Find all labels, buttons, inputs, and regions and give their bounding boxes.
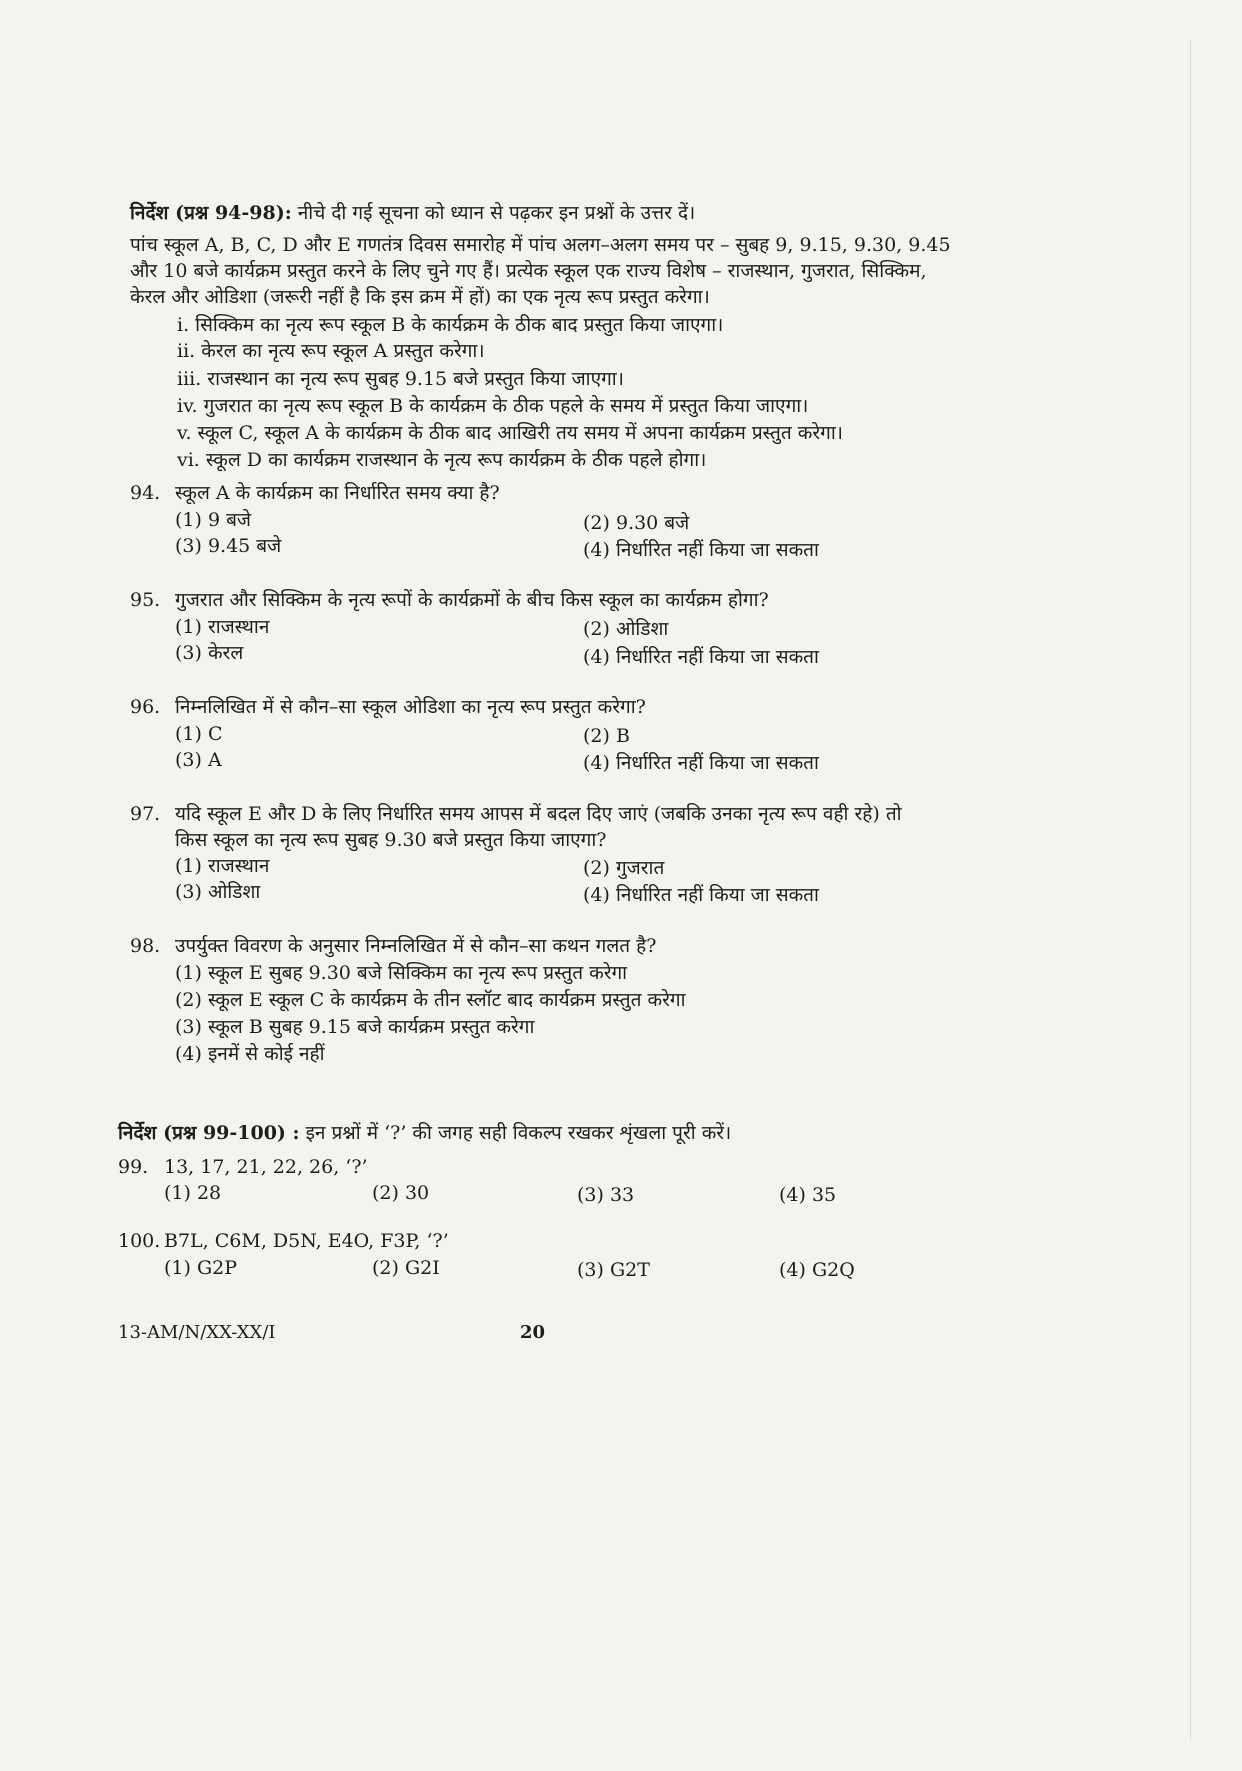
option-2: (2) ओडिशा [583,618,669,640]
directions-94-98 [130,200,695,226]
clue-3: iii. राजस्थान का नृत्य रूप सुबह 9.15 बजे प्रस्तुत किया जाएगा। [177,368,624,390]
question-text: स्कूल A के कार्यक्रम का निर्धारित समय क्या है? [175,482,500,504]
option-2: (2) गुजरात [583,857,665,879]
question-number: 96. [130,696,161,718]
option-2: (2) 30 [372,1182,430,1204]
question-text: निम्नलिखित में से कौन–सा स्कूल ओडिशा का नृत्य रूप प्रस्तुत करेगा? [175,696,646,718]
option-2: (2) स्कूल E स्कूल C के कार्यक्रम के तीन स्लॉट बाद कार्यक्रम प्रस्तुत करेगा [175,989,686,1011]
option-4: (4) निर्धारित नहीं किया जा सकता [583,539,819,561]
option-3: (3) 33 [577,1184,635,1206]
directions-label: निर्देश (प्रश्न 99-100) : [118,1122,300,1144]
page-number: 20 [520,1322,546,1343]
directions-text: नीचे दी गई सूचना को ध्यान से पढ़कर इन प्रश्नों के उत्तर दें। [291,202,696,224]
clue-1: i. सिक्किम का नृत्य रूप स्कूल B के कार्यक्रम के ठीक बाद प्रस्तुत किया जाएगा। [177,314,724,336]
option-2: (2) G2I [372,1257,440,1279]
question-text: B7L, C6M, D5N, E4O, F3P, ‘?’ [164,1230,449,1252]
option-2: (2) 9.30 बजे [583,512,690,534]
clue-4: iv. गुजरात का नृत्य रूप स्कूल B के कार्यक्रम के ठीक पहले के समय में प्रस्तुत किया जाएगा। [177,395,809,417]
question-text-line-1: यदि स्कूल E और D के लिए निर्धारित समय आपस में बदल दिए जाएं (जबकि उनका नृत्य रूप वही रहे) तो [175,803,902,825]
directions-label: निर्देश (प्रश्न 94-98): [130,202,292,224]
option-1: (1) स्कूल E सुबह 9.30 बजे सिक्किम का नृत्य रूप प्रस्तुत करेगा [175,962,628,984]
option-4: (4) निर्धारित नहीं किया जा सकता [583,646,819,668]
option-1: (1) राजस्थान [175,855,270,877]
question-text: उपर्युक्त विवरण के अनुसार निम्नलिखित में से कौन–सा कथन गलत है? [175,935,657,957]
option-4: (4) G2Q [779,1259,855,1281]
question-number: 95. [130,589,161,611]
option-2: (2) B [583,725,630,747]
clue-6: vi. स्कूल D का कार्यक्रम राजस्थान के नृत्य रूप कार्यक्रम के ठीक पहले होगा। [177,449,707,471]
question-text: गुजरात और सिक्किम के नृत्य रूपों के कार्यक्रमों के बीच किस स्कूल का कार्यक्रम होगा? [175,589,769,611]
option-4: (4) इनमें से कोई नहीं [175,1043,325,1065]
option-3: (3) 9.45 बजे [175,535,282,557]
scan-edge-line [1190,40,1191,1740]
question-text: 13, 17, 21, 22, 26, ‘?’ [164,1156,368,1178]
option-4: (4) निर्धारित नहीं किया जा सकता [583,752,819,774]
directions-99-100 [118,1120,731,1146]
option-1: (1) G2P [164,1257,238,1279]
option-1: (1) राजस्थान [175,616,270,638]
question-text-line-2: किस स्कूल का नृत्य रूप सुबह 9.30 बजे प्रस्तुत किया जाएगा? [175,829,607,851]
question-number: 98. [130,935,161,957]
paper-code: 13-AM/N/XX-XX/I [118,1322,276,1343]
question-number: 99. [118,1156,149,1178]
option-3: (3) A [175,749,222,771]
option-4: (4) 35 [779,1184,837,1206]
clue-2: ii. केरल का नृत्य रूप स्कूल A प्रस्तुत करेगा। [177,340,485,362]
question-number: 100. [118,1230,161,1252]
passage-line-1: पांच स्कूल A, B, C, D और E गणतंत्र दिवस समारोह में पांच अलग–अलग समय पर – सुबह 9, 9.15, 9.30, 9.45 [130,234,951,256]
option-3: (3) केरल [175,642,244,664]
option-3: (3) स्कूल B सुबह 9.15 बजे कार्यक्रम प्रस्तुत करेगा [175,1016,535,1038]
option-3: (3) ओडिशा [175,881,261,903]
directions-text: इन प्रश्नों में ‘?’ की जगह सही विकल्प रखकर शृंखला पूरी करें। [299,1122,732,1144]
option-1: (1) 28 [164,1182,222,1204]
clue-5: v. स्कूल C, स्कूल A के कार्यक्रम के ठीक बाद आखिरी तय समय में अपना कार्यक्रम प्रस्तुत करेगा। [177,422,843,444]
passage-line-3: केरल और ओडिशा (जरूरी नहीं है कि इस क्रम में हों) का एक नृत्य रूप प्रस्तुत करेगा। [130,286,710,308]
option-4: (4) निर्धारित नहीं किया जा सकता [583,884,819,906]
option-3: (3) G2T [577,1259,650,1281]
passage-line-2: और 10 बजे कार्यक्रम प्रस्तुत करने के लिए चुने गए हैं। प्रत्येक स्कूल एक राज्य विशेष – राजस्थान, गुजरात, सिक्किम, [130,260,927,282]
option-1: (1) 9 बजे [175,509,252,531]
option-1: (1) C [175,723,223,745]
question-number: 97. [130,803,161,825]
question-number: 94. [130,482,161,504]
